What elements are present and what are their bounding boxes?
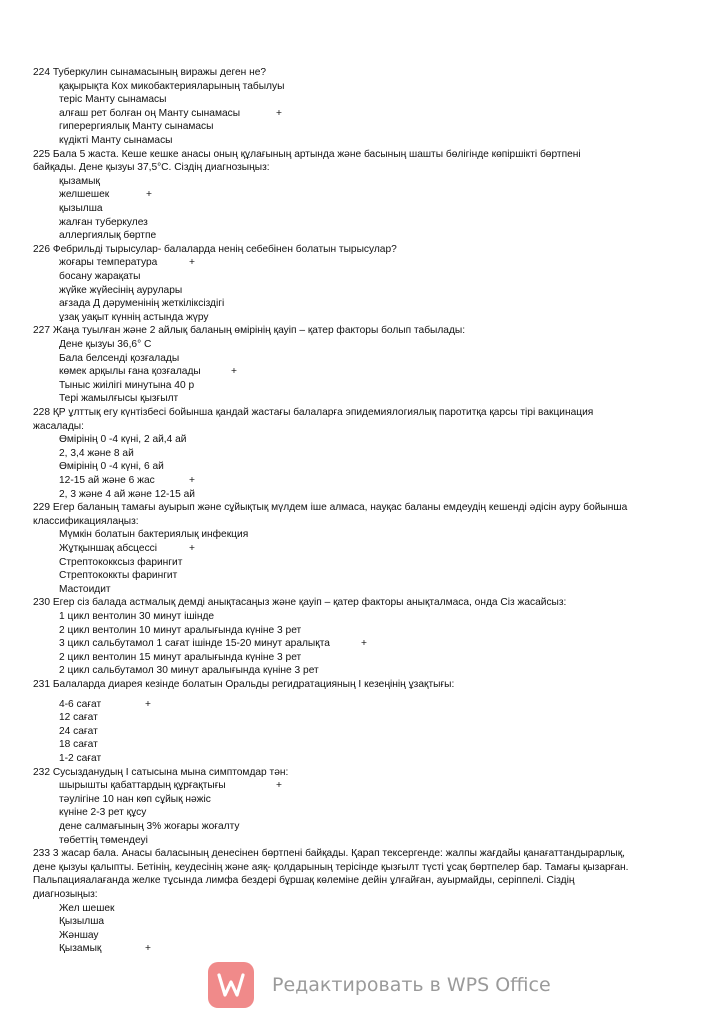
answer-option: Стрептококксыз фарингит: [59, 556, 183, 568]
answer-option: жоғары температура: [59, 257, 158, 269]
correct-answer-mark: +: [146, 189, 152, 201]
correct-answer-mark: +: [145, 698, 151, 710]
correct-answer-mark: +: [189, 475, 195, 486]
answer-option: Қызамық: [59, 943, 102, 955]
answer-option: гиперергиялық Манту сынамасы: [59, 121, 214, 133]
answer-option: дене салмағының 3% жоғары жоғалту: [59, 821, 240, 832]
correct-answer-mark: +: [189, 257, 195, 269]
answer-option: қызамық: [59, 175, 100, 187]
question-continuation: жасалады:: [33, 420, 84, 432]
question-line: 228 ҚР ұлттық егу күнтізбесі бойынша қандай жастағы балаларға эпидемиялогиялық паротитқа қарсы тірі вакцинация: [33, 407, 594, 418]
answer-option: төбеттің төмендеуі: [59, 834, 148, 846]
question-line: 231 Балаларда диарея кезінде болатын Оральды регидратацияның І кезеңінің ұзақтығы:: [33, 679, 455, 690]
answer-option: 2, 3 және 4 ай және 12-15 ай: [59, 488, 195, 500]
answer-option: Тыныс жиілігі минутына 40 р: [59, 379, 195, 391]
question-line: 229 Егер баланың тамағы ауырып және сұйықтық мүлдем іше алмаса, науқас баланы емдеудің кешенді әдісін ауру бойынша: [33, 502, 628, 514]
answer-option: 1 цикл вентолин 30 минут ішінде: [59, 611, 215, 622]
answer-option: ұзақ уақыт күннің астында жүру: [59, 311, 209, 323]
answer-option: 2 цикл вентолин 10 минут аралығында күніне 3 рет: [59, 624, 302, 636]
wps-logo-icon: [208, 962, 254, 1008]
answer-option: жүйке жүйесінің аурулары: [59, 284, 183, 296]
answer-option: 1-2 сағат: [59, 753, 102, 764]
answer-option: 12 сағат: [59, 712, 98, 724]
question-continuation: байқады. Дене қызуы 37,5°С. Сіздің диагнозыңыз:: [33, 162, 270, 174]
answer-option: қақырықта Кох микобактерияларының табылуы: [59, 80, 285, 92]
question-line: 230 Егер сіз балада астмалық демді анықтасаңыз және қауіп – қатер факторы анықталмаса, онда Сіз жасайсыз:: [33, 597, 567, 609]
answer-option: Жәншау: [59, 929, 99, 941]
question-line: 224 Туберкулин сынамасының виражы деген не?: [33, 67, 267, 78]
answer-option: күніне 2-3 рет құсу: [59, 807, 147, 819]
answer-option: 12-15 ай және 6 жас: [59, 475, 155, 486]
answer-option: күдікті Манту сынамасы: [59, 135, 173, 146]
correct-answer-mark: +: [276, 780, 282, 792]
question-line: 225 Бала 5 жаста. Кеше кешке анасы оның құлағының артында және басының шашты бөлігінде көпіршікті бөртпені: [33, 148, 581, 160]
answer-option: қызылша: [59, 203, 103, 214]
answer-option: аллергиялық бөртпе: [59, 230, 157, 242]
answer-option: Мастоидит: [59, 583, 111, 595]
answer-option: Мүмкін болатын бактериялық инфекция: [59, 529, 249, 541]
wps-edit-banner[interactable]: [208, 960, 551, 1010]
answer-option: Дене қызуы 36,6° С: [59, 339, 152, 350]
answer-option: алғаш рет болған оң Манту сынамасы: [59, 107, 241, 119]
answer-option: 4-6 сағат: [59, 698, 102, 710]
answer-option: 3 цикл сальбутамол 1 сағат ішінде 15-20 минут аралықта: [59, 638, 330, 650]
question-continuation: классификациялаңыз:: [33, 515, 139, 527]
answer-option: 2 цикл вентолин 15 минут аралығында күніне 3 рет: [59, 651, 302, 663]
answer-option: көмек арқылы ғана қозғалады: [59, 366, 201, 378]
answer-option: 2, 3,4 және 8 ай: [59, 447, 134, 459]
answer-option: ағзада Д дәруменінің жеткіліксіздігі: [59, 298, 225, 310]
answer-option: теріс Манту сынамасы: [59, 94, 167, 106]
answer-option: 18 сағат: [59, 739, 98, 751]
answer-option: Жел шешек: [59, 902, 115, 914]
answer-option: Стрептококкты фарингит: [59, 570, 178, 582]
answer-option: тәулігіне 10 нан көп сұйық нәжіс: [59, 793, 211, 805]
answer-option: шырышты қабаттардың құрғақтығы: [59, 780, 226, 792]
answer-option: Жұтқыншақ абсцессі: [59, 543, 158, 554]
question-line: 233 3 жасар бала. Анасы баласының денесінен бөртпені байқады. Қарап тексергенде: жалпы жағдайы қанағаттандырарлық,: [33, 848, 625, 860]
correct-answer-mark: +: [276, 107, 282, 119]
question-continuation: диагнозыңыз:: [33, 889, 98, 900]
answer-option: Өмірінің 0 -4 күні, 2 ай,4 ай: [59, 434, 187, 446]
answer-option: босану жарақаты: [59, 271, 141, 282]
question-continuation: Пальпацияалағанда желке тұсында лимфа бездері бұршақ көлеміне дейін ұлғайған, ауырмайды, серіппелі. Сіздің: [33, 875, 575, 887]
answer-option: 2 цикл сальбутамол 30 минут аралығында күніне 3 рет: [59, 665, 319, 677]
wps-edit-label[interactable]: Редактировать в WPS Office: [272, 974, 551, 996]
answer-option: 24 сағат: [59, 725, 98, 737]
question-line: 232 Сусызданудың І сатысына мына симптомдар тән:: [33, 766, 289, 778]
answer-option: Қызылша: [59, 916, 105, 928]
answer-option: Тері жамылғысы қызғылт: [59, 393, 179, 405]
answer-option: желшешек: [59, 189, 110, 201]
correct-answer-mark: +: [189, 543, 195, 554]
correct-answer-mark: +: [145, 943, 151, 955]
answer-option: жалған туберкулез: [59, 216, 148, 228]
question-continuation: дене қызуы қалыпты. Бетінің, кеудесінің және аяқ- қолдарының терісінде қызғылт түсті ұсақ бөртпелер бар. Тамағы қызарған.: [33, 861, 629, 873]
answer-option: Өмірінің 0 -4 күні, 6 ай: [59, 461, 164, 473]
correct-answer-mark: +: [231, 366, 237, 378]
answer-option: Бала белсенді қозғалады: [59, 352, 180, 364]
question-line: 227 Жаңа туылған және 2 айлық баланың өмірінің қауіп – қатер факторы болып табылады:: [33, 325, 466, 337]
correct-answer-mark: +: [361, 638, 367, 650]
question-line: 226 Фебрильді тырысулар- балаларда ненің себебінен болатын тырысулар?: [33, 243, 397, 255]
